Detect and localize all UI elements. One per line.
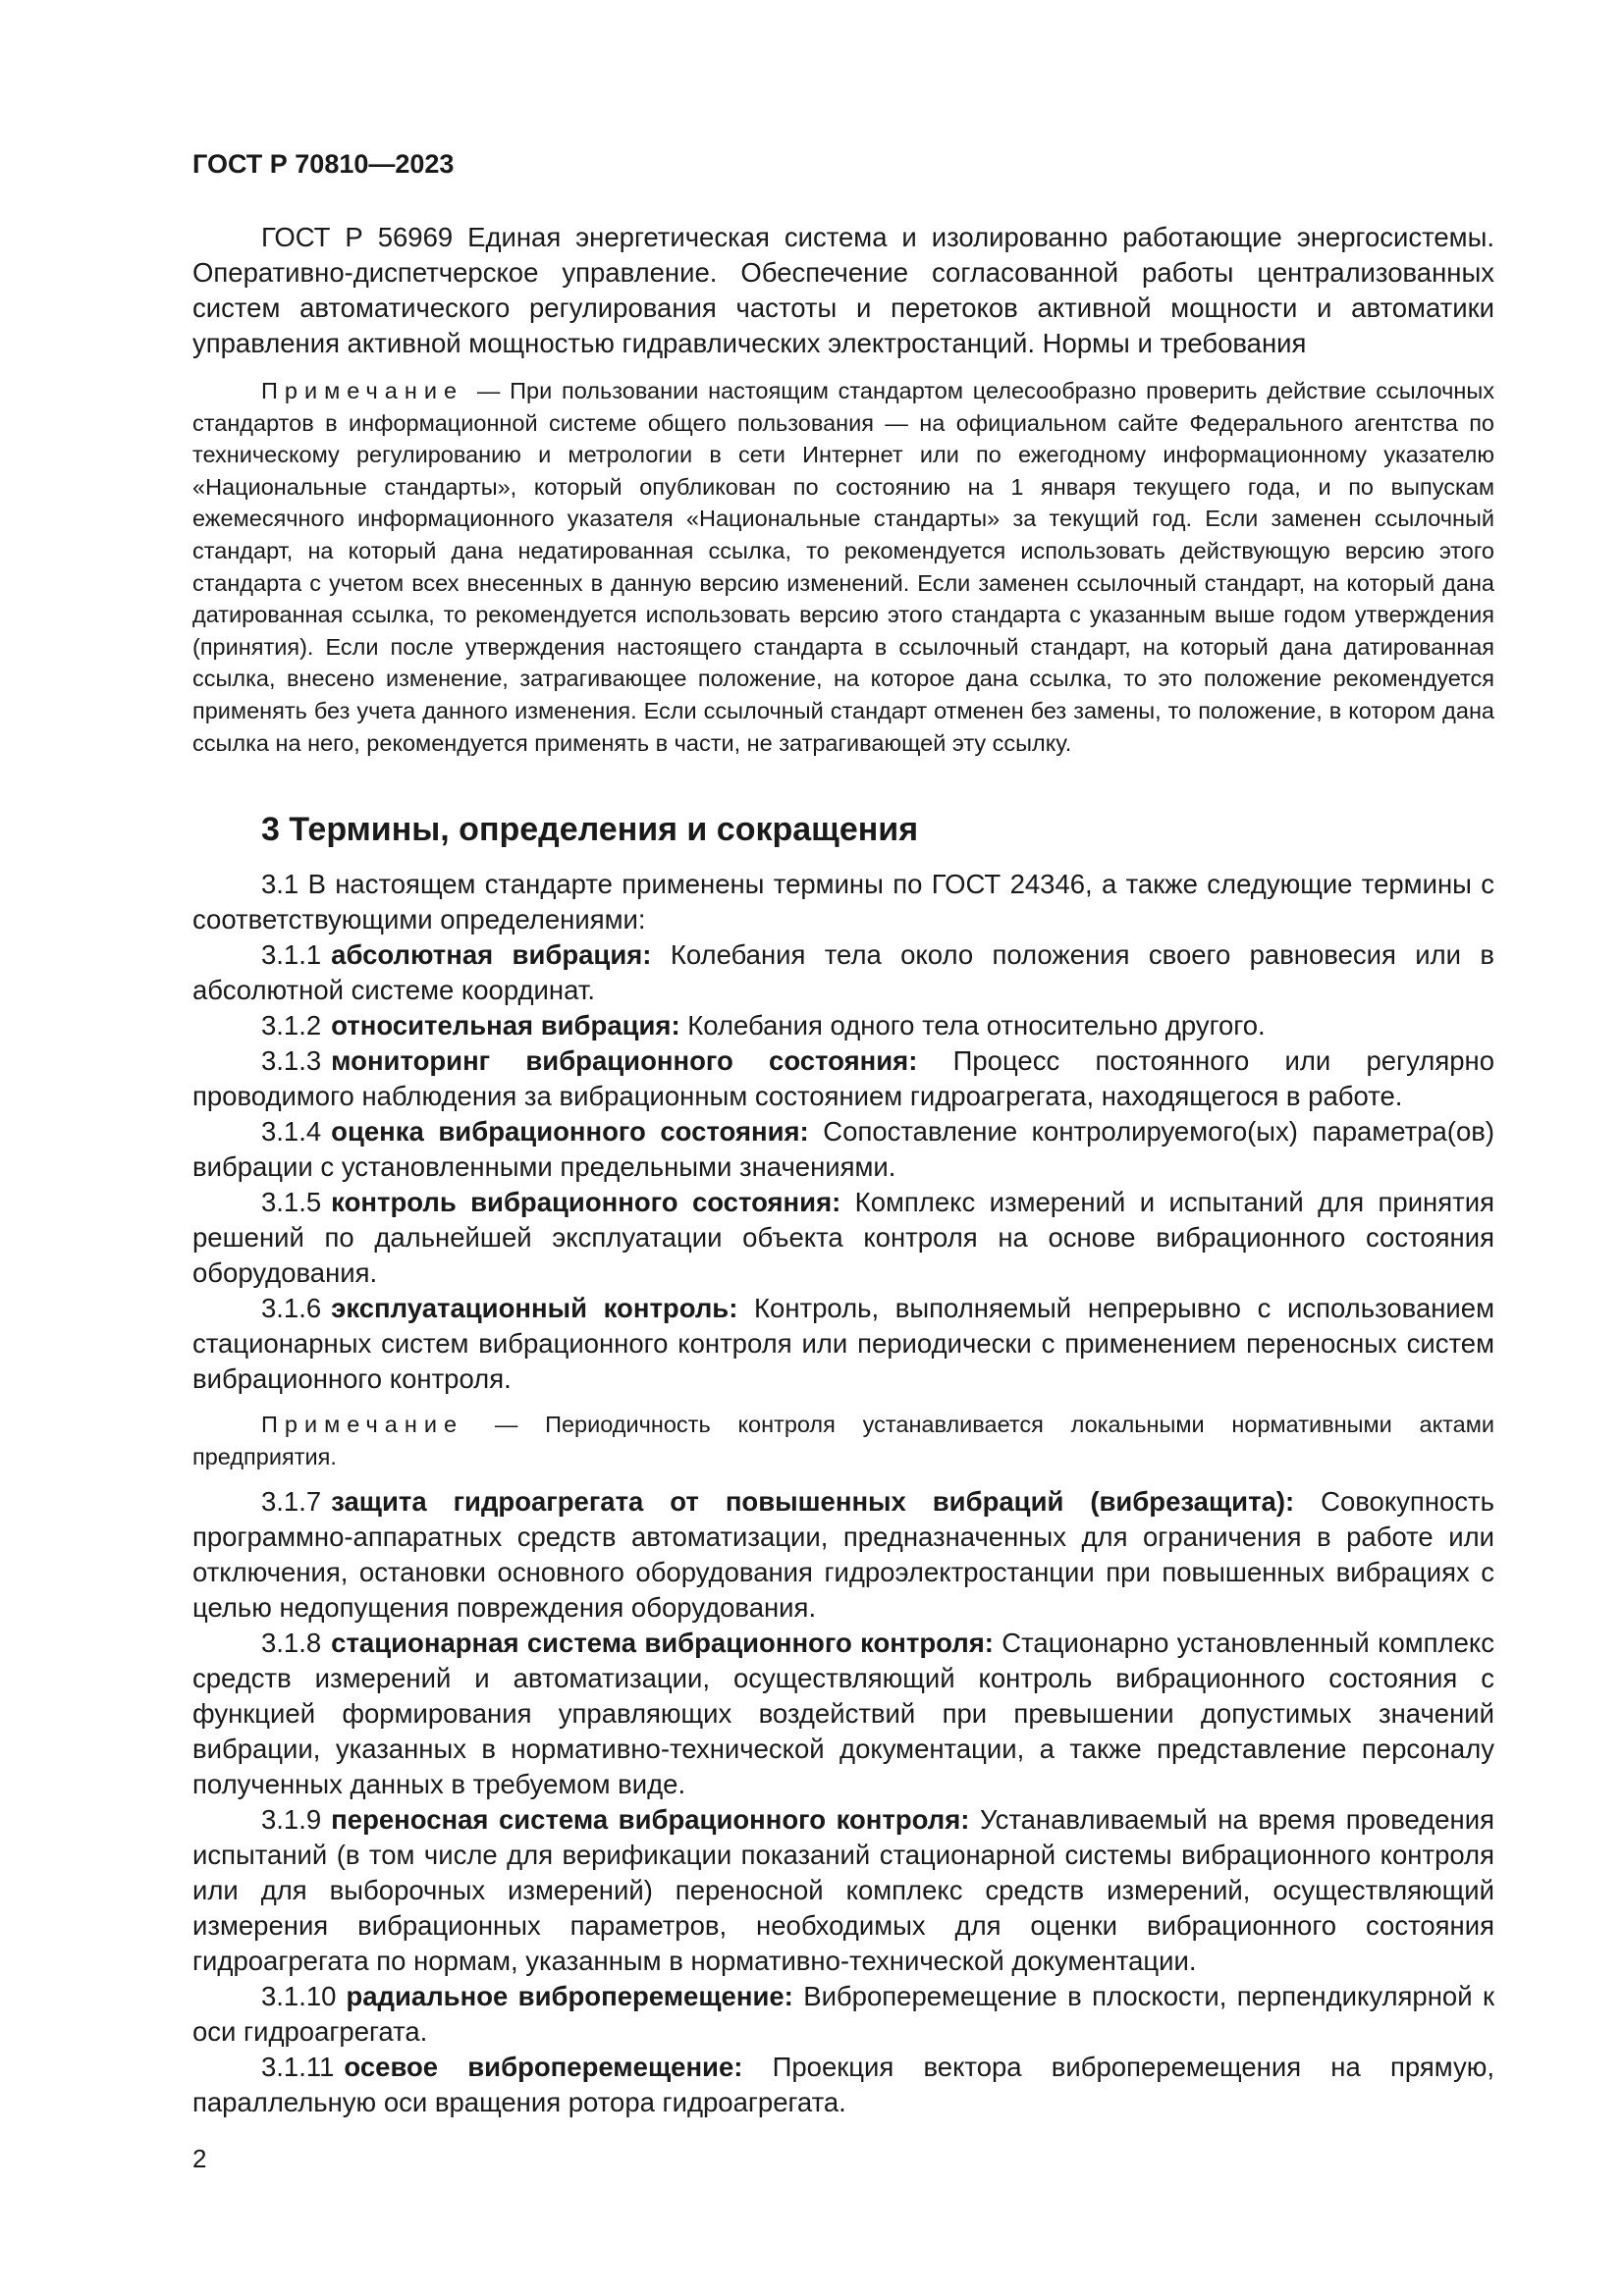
term-number: 3.1.11 xyxy=(261,2052,335,2083)
term-definition: Устанавливаемый на время проведения испытаний (в том числе для верификации показаний стационарной системы вибрационного контроля или для выборочных измерений) переносной комплекс средств измерений, осуществляющий измерения вибрационных параметров, необходимых для оценки вибрационного состояния гидроагрегата по нормам, указанным в нормативно-технической документации. xyxy=(192,1804,1494,1977)
term-number: 3.1.2 xyxy=(261,1010,322,1041)
term-3-1-1 xyxy=(192,937,1494,1008)
term-3-1-10 xyxy=(192,1979,1494,2050)
term-3-1-6 xyxy=(192,1291,1494,1397)
note-control-periodicity xyxy=(192,1409,1494,1472)
document-code: ГОСТ Р 70810—2023 xyxy=(192,149,455,179)
term-name: контроль вибрационного состояния: xyxy=(331,1187,841,1218)
note-text: — При пользовании настоящим стандартом целесообразно проверить действие ссылочных стандартов в информационной системе общего пользования — на официальном сайте Федерального агентства по техническому регулированию и метрологии в сети Интернет или по ежегодному информационному указателю «Национальные стандарты», который опубликован по состоянию на 1 января текущего года, и по выпускам ежемесячного информационного указателя «Национальные стандарты» за текущий год. Если заменен ссылочный стандарт, на который дана недатированная ссылка, то рекомендуется использовать действующую версию этого стандарта с учетом всех внесенных в данную версию изменений. Если заменен ссылочный стандарт, на который дана датированная ссылка, то рекомендуется использовать версию этого стандарта с указанным выше годом утверждения (принятия). Если после утверждения настоящего стандарта в ссылочный стандарт, на который дана датированная ссылка, внесено изменение, затрагивающее положение, на которое дана ссылка, то это положение рекомендуется применять без учета данного изменения. Если ссылочный стандарт отменен без замены, то положение, в котором дана ссылка на него, рекомендуется применять в части, не затрагивающей эту ссылку. xyxy=(192,378,1494,756)
term-number: 3.1.8 xyxy=(261,1628,322,1659)
term-name: защита гидроагрегата от повышенных вибраций (вибрезащита): xyxy=(331,1486,1295,1518)
document-page xyxy=(192,147,1494,2120)
term-definition: Проекция вектора виброперемещения на прямую, параллельную оси вращения ротора гидроагрегата. xyxy=(192,2052,1494,2118)
section-intro: 3.1 В настоящем стандарте применены термины по ГОСТ 24346, а также следующие термины с соответствующими определениями: xyxy=(192,869,1494,935)
note-label: Примечание xyxy=(261,1412,464,1438)
normative-reference: ГОСТ Р 56969 Единая энергетическая система и изолированно работающие энергосистемы. Оперативно-диспетчерское управление. Обеспечение согласованной работы централизованных систем автоматического регулирования частоты и перетоков активной мощности и автоматики управления активной мощностью гидравлических электростанций. Нормы и требования xyxy=(192,222,1494,358)
term-definition: Контроль, выполняемый непрерывно с использованием стационарных систем вибрационного контроля или периодически с применением переносных систем вибрационного контроля. xyxy=(192,1293,1494,1395)
term-name: эксплуатационный контроль: xyxy=(331,1293,738,1324)
term-name: оценка вибрационного состояния: xyxy=(331,1116,809,1148)
term-name: стационарная система вибрационного контроля: xyxy=(331,1628,994,1659)
page-number: 2 xyxy=(192,2144,207,2173)
term-definition: Процесс постоянного или регулярно проводимого наблюдения за вибрационным состоянием гидроагрегата, находящегося в работе. xyxy=(192,1045,1494,1112)
term-number: 3.1.5 xyxy=(261,1187,322,1218)
section-title: 3 Термины, определения и сокращения xyxy=(261,811,919,849)
note-text: — Периодичность контроля устанавливается локальными нормативными актами предприятия. xyxy=(192,1412,1495,1469)
term-definition: Виброперемещение в плоскости, перпендикулярной к оси гидроагрегата. xyxy=(192,1981,1494,2048)
term-3-1-8 xyxy=(192,1626,1494,1802)
term-name: осевое виброперемещение: xyxy=(344,2052,743,2083)
term-definition: Стационарно установленный комплекс средств измерений и автоматизации, осуществляющий контроль вибрационного состояния с функцией формирования управляющих воздействий при превышении допустимых значений вибрации, указанных в нормативно-технической документации, а также представление персоналу полученных данных в требуемом виде. xyxy=(192,1628,1494,1800)
term-definition: Совокупность программно-аппаратных средств автоматизации, предназначенных для ограничения в работе или отключения, остановки основного оборудования гидроэлектростанции при повышенных вибрациях с целью недопущения повреждения оборудования. xyxy=(192,1486,1494,1624)
term-3-1-4 xyxy=(192,1114,1494,1185)
term-number: 3.1.7 xyxy=(261,1486,322,1518)
term-number: 3.1.4 xyxy=(261,1116,322,1148)
term-3-1-3 xyxy=(192,1043,1494,1114)
term-3-1-5 xyxy=(192,1185,1494,1291)
note-label: Примечание xyxy=(261,378,464,403)
term-name: мониторинг вибрационного состояния: xyxy=(331,1045,918,1077)
term-name: абсолютная вибрация: xyxy=(331,939,652,971)
term-name: относительная вибрация: xyxy=(331,1010,680,1041)
term-name: радиальное виброперемещение: xyxy=(346,1981,793,2012)
term-3-1-11 xyxy=(192,2050,1494,2120)
term-number: 3.1.6 xyxy=(261,1293,322,1324)
term-definition: Сопоставление контролируемого(ых) параметра(ов) вибрации с установленными предельными значениями. xyxy=(192,1116,1494,1183)
term-definition: Колебания тела около положения своего равновесия или в абсолютной системе координат. xyxy=(192,939,1494,1006)
term-definition: Колебания одного тела относительно другого. xyxy=(679,1010,1266,1041)
term-number: 3.1.10 xyxy=(261,1981,337,2012)
term-definition: Комплекс измерений и испытаний для принятия решений по дальнейшей эксплуатации объекта контроля на основе вибрационного состояния оборудования. xyxy=(192,1187,1494,1289)
note-references xyxy=(192,375,1494,759)
term-number: 3.1.9 xyxy=(261,1804,322,1836)
term-3-1-2 xyxy=(192,1008,1494,1043)
term-number: 3.1.1 xyxy=(261,939,322,971)
term-3-1-9 xyxy=(192,1802,1494,1979)
term-3-1-7 xyxy=(192,1484,1494,1626)
term-number: 3.1.3 xyxy=(261,1045,322,1077)
term-name: переносная система вибрационного контроля: xyxy=(331,1804,970,1836)
